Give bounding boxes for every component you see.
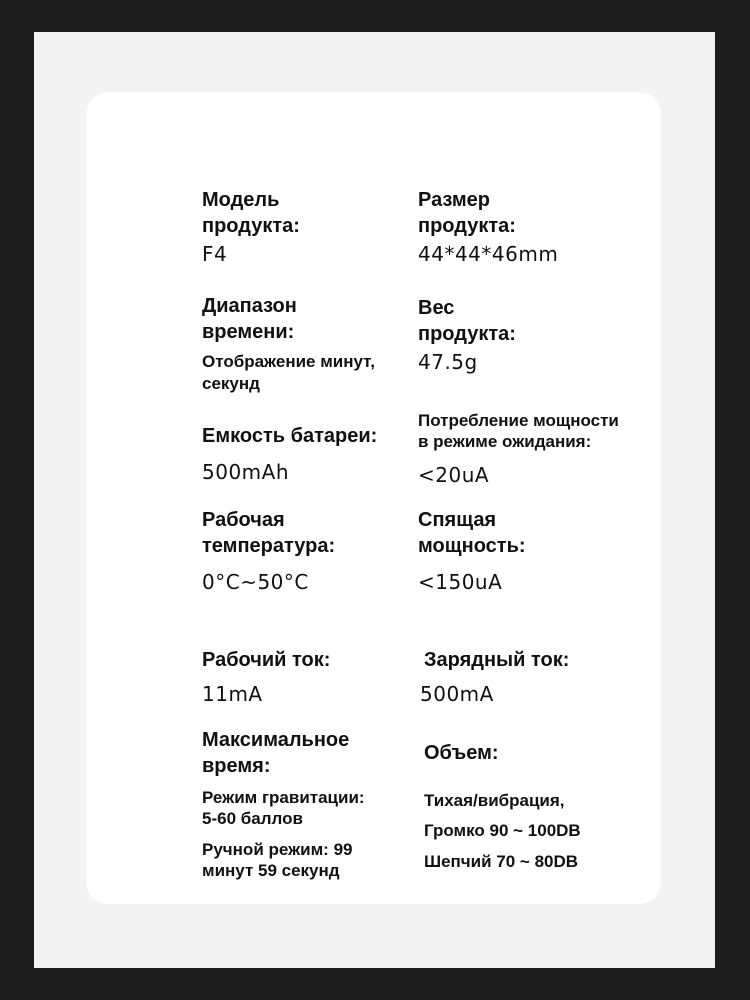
spec-working-current-label: Рабочий ток: — [202, 649, 331, 671]
spec-max-time-gravity: Режим гравитации: 5-60 баллов — [202, 788, 365, 828]
spec-max-time-label: Максимальное время: — [202, 729, 350, 777]
spec-standby-power-value: <20uA — [418, 463, 490, 487]
spec-model-value: F4 — [202, 242, 228, 266]
spec-weight-label: Вес продукта: — [418, 297, 516, 345]
spec-volume-line3: Шепчий 70 ~ 80DB — [424, 852, 579, 871]
spec-weight — [418, 295, 516, 375]
spec-sleep-power — [418, 507, 526, 595]
spec-charging-current-value: 500mA — [420, 682, 494, 706]
spec-time-range-label: Диапазон времени: — [202, 295, 297, 343]
spec-battery — [202, 423, 377, 485]
spec-max-time — [202, 727, 365, 881]
spec-working-temp — [202, 507, 335, 595]
spec-charging-current-label: Зарядный ток: — [424, 649, 570, 671]
spec-sleep-power-value: <150uA — [418, 570, 503, 594]
spec-size-value: 44*44*46mm — [418, 242, 559, 266]
spec-size — [418, 187, 558, 267]
spec-working-temp-label: Рабочая температура: — [202, 509, 336, 557]
spec-volume-label: Объем: — [424, 742, 499, 764]
spec-weight-value: 47.5g — [418, 350, 478, 374]
spec-battery-label: Емкость батареи: — [202, 425, 378, 447]
spec-standby-power-label: Потребление мощности в режиме ожидания: — [418, 411, 619, 451]
spec-standby-power — [418, 410, 619, 488]
spec-battery-value: 500mAh — [202, 460, 290, 484]
spec-time-range-value: Отображение минут, секунд — [202, 352, 375, 393]
spec-model-label: Модель продукта: — [202, 189, 300, 237]
spec-working-temp-value: 0°C~50°C — [202, 570, 309, 594]
spec-max-time-manual: Ручной режим: 99 минут 59 секунд — [202, 840, 353, 880]
page-sheet — [34, 32, 715, 968]
spec-card — [86, 92, 661, 904]
spec-working-current-value: 11mA — [202, 682, 263, 706]
spec-size-label: Размер продукта: — [418, 189, 516, 237]
spec-working-current — [202, 647, 330, 707]
spec-charging-current — [420, 647, 570, 707]
spec-volume — [424, 740, 581, 872]
spec-volume-line2: Громко 90 ~ 100DB — [424, 821, 581, 840]
spec-time-range — [202, 293, 375, 395]
spec-sleep-power-label: Спящая мощность: — [418, 509, 526, 557]
spec-volume-line1: Тихая/вибрация, — [424, 791, 565, 810]
spec-model — [202, 187, 300, 267]
